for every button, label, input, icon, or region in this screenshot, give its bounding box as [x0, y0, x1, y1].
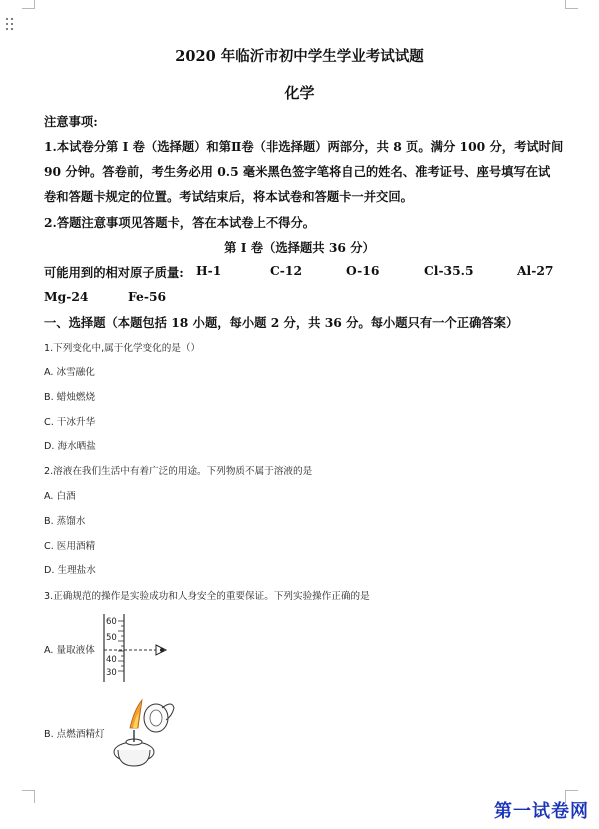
question-1-option-b: B. 蜡烛燃烧	[44, 392, 96, 403]
notes-heading: 注意事项:	[44, 114, 98, 129]
notes-line-4: 2.答题注意事项见答题卡，答在本试卷上不得分。	[44, 215, 316, 230]
atomic-mass-o: O-16	[346, 263, 380, 278]
drag-handle-icon[interactable]	[6, 18, 16, 32]
atomic-mass-al: Al-27	[517, 263, 554, 278]
question-1-option-a: A. 冰雪融化	[44, 367, 95, 378]
notes-line-1: 1.本试卷分第 I 卷（选择题）和第Ⅱ卷（非选择题）两部分，共 8 页。满分 100 分，考试时间	[44, 139, 564, 154]
question-1-option-d: D. 海水晒盐	[44, 441, 96, 452]
cylinder-tick-50: 50	[106, 633, 117, 643]
atomic-mass-cl: Cl-35.5	[424, 263, 474, 278]
graduated-cylinder-figure	[96, 612, 178, 684]
atomic-mass-mg: Mg-24	[44, 289, 89, 304]
question-1-stem: 1.下列变化中,属于化学变化的是（）	[44, 343, 201, 354]
notes-line-2: 90 分钟。答卷前，考生务必用 0.5 毫米黑色签字笔将自己的姓名、准考证号、座号填写在试	[44, 164, 551, 179]
atomic-mass-h: H-1	[196, 263, 222, 278]
question-3-option-a: A. 量取液体	[44, 645, 95, 656]
cylinder-tick-30: 30	[106, 668, 117, 678]
cylinder-tick-60: 60	[106, 617, 117, 627]
corner-mark-top-right	[565, 0, 578, 9]
atomic-mass-fe: Fe-56	[128, 289, 167, 304]
question-2-option-d: D. 生理盐水	[44, 565, 96, 576]
corner-mark-top-left	[22, 0, 35, 9]
question-2-stem: 2.溶液在我们生活中有着广泛的用途。下列物质不属于溶液的是	[44, 466, 313, 477]
notes-line-3: 卷和答题卡规定的位置。考试结束后，将本试卷和答题卡一并交回。	[44, 189, 413, 204]
question-2-option-c: C. 医用酒精	[44, 541, 96, 552]
question-2-option-b: B. 蒸馏水	[44, 516, 86, 527]
alcohol-lamp-figure	[112, 690, 182, 770]
site-watermark: 第一试卷网	[494, 801, 589, 822]
atomic-mass-label: 可能用到的相对原子质量:	[44, 265, 184, 280]
atomic-mass-c: C-12	[270, 263, 303, 278]
question-2-option-a: A. 白酒	[44, 491, 76, 502]
question-3-option-b: B. 点燃酒精灯	[44, 729, 105, 740]
subject-title: 化学	[284, 84, 315, 102]
corner-mark-bottom-left	[22, 790, 35, 803]
question-1-option-c: C. 干冰升华	[44, 417, 96, 428]
question-3-stem: 3.正确规范的操作是实验成功和人身安全的重要保证。下列实验操作正确的是	[44, 591, 370, 602]
part-heading: 一、选择题（本题包括 18 小题，每小题 2 分，共 36 分。每小题只有一个正确答案）	[44, 315, 519, 330]
exam-title: 2020 年临沂市初中学生学业考试试题	[175, 48, 424, 65]
cylinder-tick-40: 40	[106, 655, 117, 665]
section-heading: 第 I 卷（选择题共 36 分）	[224, 240, 375, 255]
